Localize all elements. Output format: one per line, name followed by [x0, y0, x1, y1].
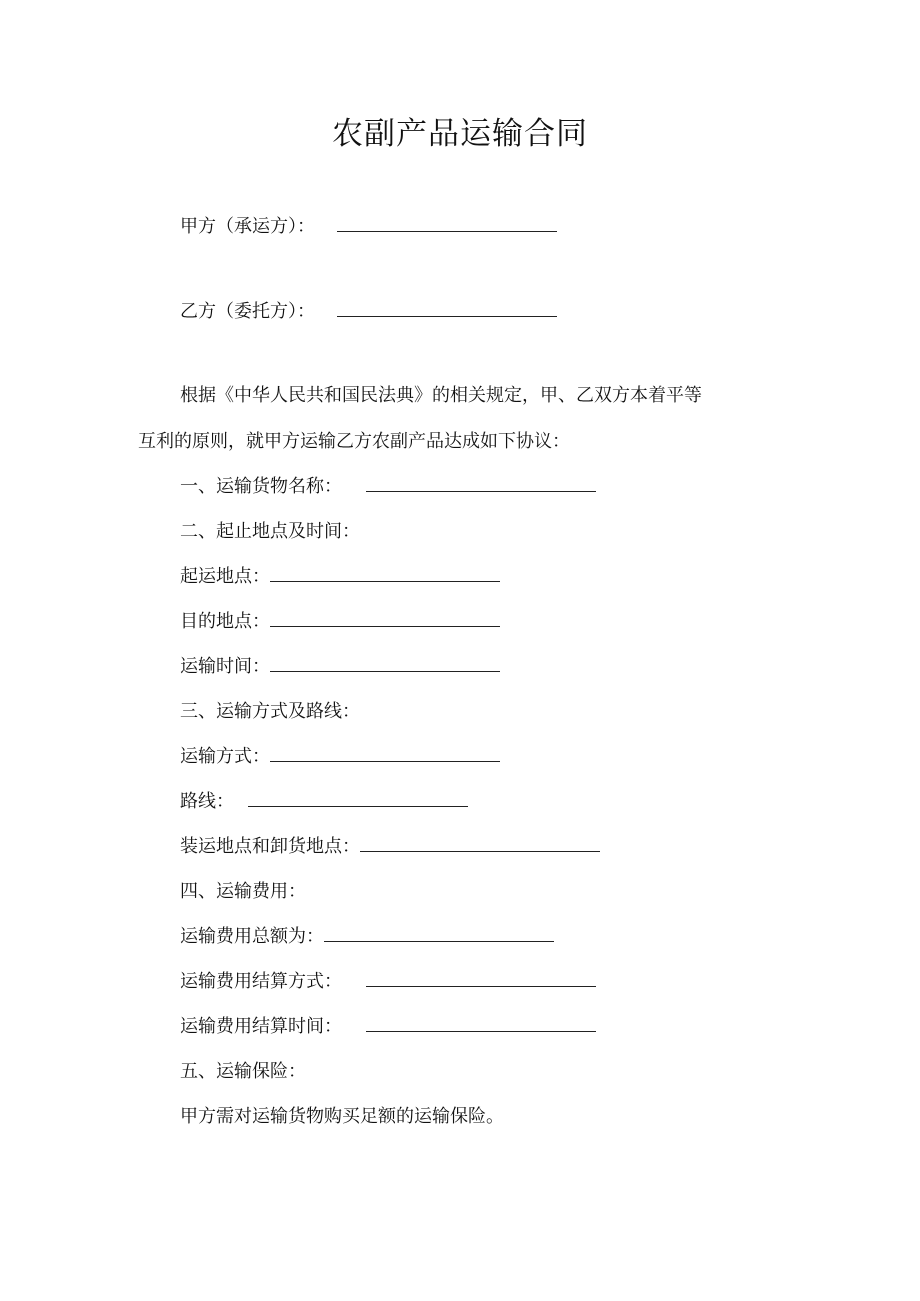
intro-line-2: 互利的原则，就甲方运输乙方农副产品达成如下协议： — [138, 431, 570, 452]
party-a-label: 甲方（承运方）： — [180, 216, 315, 237]
transport-time-line — [180, 653, 500, 681]
goods-name-blank[interactable] — [366, 473, 596, 492]
party-b-line — [180, 298, 557, 326]
load-unload-blank[interactable] — [360, 833, 600, 852]
fee-method-label: 运输费用结算方式： — [180, 971, 342, 992]
destination-blank[interactable] — [270, 608, 500, 627]
party-b-label: 乙方（委托方）： — [180, 301, 315, 322]
origin-label: 起运地点： — [180, 566, 270, 587]
load-unload-line — [180, 833, 600, 861]
route-blank[interactable] — [248, 788, 468, 807]
fee-total-line — [180, 923, 554, 951]
transport-mode-blank[interactable] — [270, 743, 500, 762]
goods-name-line — [180, 473, 596, 501]
fee-method-blank[interactable] — [366, 968, 596, 987]
party-a-blank[interactable] — [337, 213, 557, 232]
section-4-heading: 四、运输费用： — [180, 881, 306, 902]
fee-total-blank[interactable] — [324, 923, 554, 942]
transport-time-label: 运输时间： — [180, 656, 270, 677]
insurance-text: 甲方需对运输货物购买足额的运输保险。 — [180, 1106, 504, 1127]
section-5-heading: 五、运输保险： — [180, 1061, 306, 1082]
fee-time-line — [180, 1013, 596, 1041]
route-line — [180, 788, 468, 816]
load-unload-label: 装运地点和卸货地点： — [180, 836, 360, 857]
fee-total-label: 运输费用总额为： — [180, 926, 324, 947]
origin-blank[interactable] — [270, 563, 500, 582]
route-label: 路线： — [180, 791, 234, 812]
document-title: 农副产品运输合同 — [332, 116, 588, 152]
section-2-heading: 二、起止地点及时间： — [180, 521, 360, 542]
origin-line — [180, 563, 500, 591]
transport-mode-line — [180, 743, 500, 771]
intro-line-1: 根据《中华人民共和国民法典》的相关规定，甲、乙双方本着平等 — [180, 385, 702, 406]
destination-label: 目的地点： — [180, 611, 270, 632]
fee-time-blank[interactable] — [366, 1013, 596, 1032]
fee-method-line — [180, 968, 596, 996]
section-3-heading: 三、运输方式及路线： — [180, 701, 360, 722]
destination-line — [180, 608, 500, 636]
fee-time-label: 运输费用结算时间： — [180, 1016, 342, 1037]
party-b-blank[interactable] — [337, 298, 557, 317]
transport-mode-label: 运输方式： — [180, 746, 270, 767]
transport-time-blank[interactable] — [270, 653, 500, 672]
goods-name-label: 一、运输货物名称： — [180, 476, 342, 497]
party-a-line — [180, 213, 557, 241]
